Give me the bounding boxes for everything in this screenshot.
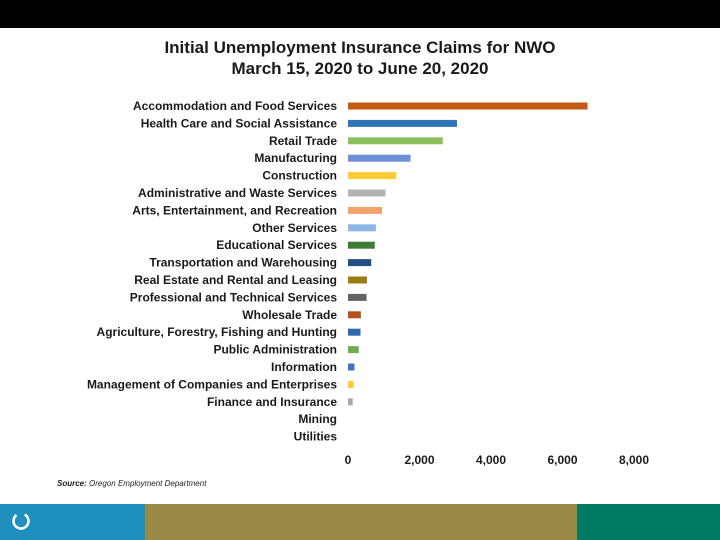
x-tick-label: 2,000 <box>404 453 435 467</box>
category-label: Agriculture, Forestry, Fishing and Hunting <box>96 325 337 340</box>
category-labels <box>87 99 337 444</box>
x-axis-ticks <box>345 453 650 467</box>
footer-blue-block <box>0 504 145 540</box>
bar <box>348 224 376 231</box>
source-text: Oregon Employment Department <box>89 479 207 488</box>
chart-title-line2: March 15, 2020 to June 20, 2020 <box>231 59 489 78</box>
x-tick-label: 8,000 <box>618 453 650 467</box>
bar <box>348 137 443 144</box>
source-note <box>57 479 206 488</box>
bar <box>348 398 353 405</box>
category-label: Transportation and Warehousing <box>149 255 337 270</box>
bar <box>348 120 457 127</box>
bars <box>348 103 588 406</box>
bar <box>348 190 386 197</box>
category-label: Arts, Entertainment, and Recreation <box>132 203 337 218</box>
category-label: Educational Services <box>216 238 337 253</box>
x-tick-label: 4,000 <box>475 453 507 467</box>
category-label: Retail Trade <box>268 133 337 148</box>
bar <box>348 259 371 266</box>
footer-olive-block <box>145 504 577 540</box>
bar <box>348 207 382 214</box>
category-label: Professional and Technical Services <box>129 290 337 305</box>
oregon-logo-icon <box>10 510 32 532</box>
bar <box>348 103 588 110</box>
category-label: Information <box>271 360 337 374</box>
category-label: Construction <box>262 168 337 183</box>
category-label: Administrative and Waste Services <box>138 186 337 200</box>
bar <box>348 155 411 162</box>
category-label: Management of Companies and Enterprises <box>86 377 337 392</box>
footer-bar <box>0 504 720 540</box>
footer-green-block <box>577 504 720 540</box>
bar <box>348 311 361 318</box>
x-tick-label: 6,000 <box>547 453 578 467</box>
x-tick-label: 0 <box>344 453 352 467</box>
category-label: Accommodation and Food Services <box>132 99 337 113</box>
bar <box>348 364 354 371</box>
category-label: Manufacturing <box>254 151 337 166</box>
bar <box>348 277 367 284</box>
category-label: Real Estate and Rental and Leasing <box>134 273 337 287</box>
category-label: Utilities <box>293 429 337 444</box>
category-label: Wholesale Trade <box>242 307 337 322</box>
bar <box>348 346 359 353</box>
chart-title-line1: Initial Unemployment Insurance Claims for NWO <box>164 38 556 57</box>
bar <box>348 294 367 301</box>
bar <box>348 242 375 249</box>
category-label: Finance and Insurance <box>206 394 337 409</box>
category-label: Mining <box>298 412 337 427</box>
bar <box>348 381 354 388</box>
bar <box>348 172 396 179</box>
source-prefix: Source: <box>57 479 87 488</box>
category-label: Health Care and Social Assistance <box>140 116 337 131</box>
bar <box>348 329 361 336</box>
category-label: Public Administration <box>213 342 337 357</box>
category-label: Other Services <box>252 220 337 235</box>
